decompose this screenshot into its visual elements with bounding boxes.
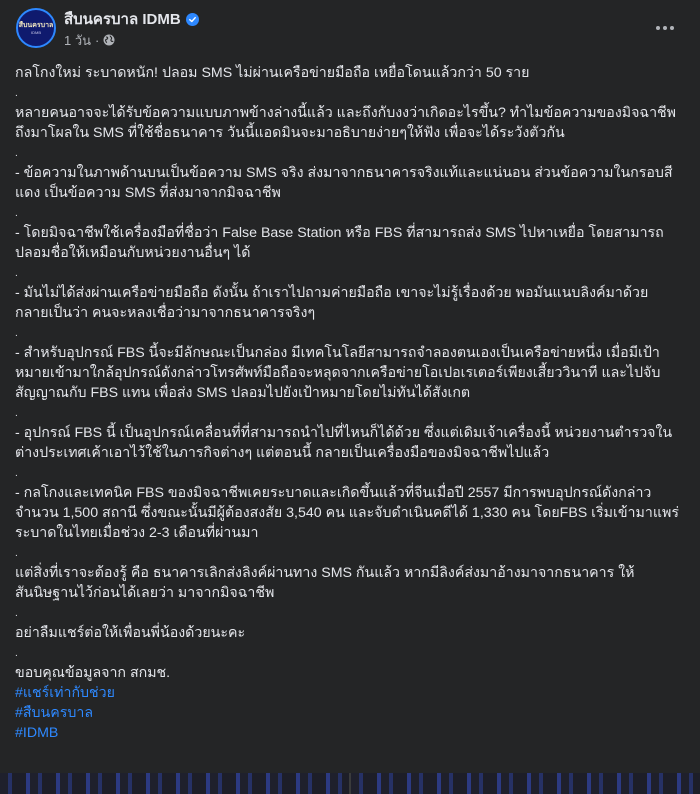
verified-check-icon xyxy=(186,13,199,26)
paragraph-spacer: . xyxy=(15,468,18,479)
post-meta xyxy=(64,32,115,48)
post-credit: ขอบคุณข้อมูลจาก สกมช. xyxy=(15,665,171,681)
post-paragraph: - สำหรับอุปกรณ์ FBS นี้จะมีลักษณะเป็นกล่อง มีเทคโนโลยีสามารถจำลองตนเองเป็นเครือข่ายหนึ่ง เมื่อมีเป้าหมายเข้ามาใกล้อุปกรณ์ดังกล่าวโทรศัพท์มือถือจะหลุดจากเครือข่ายโอเปอเรเตอร์เพียงเสี้ยววินาที และไปจับสัญญาณกับ FBS แทน เพื่อส่ง SMS ปลอมไปยังเป้าหมายโดยไม่ทันได้สังเกต xyxy=(15,345,661,401)
post-timestamp[interactable]: 1 วัน xyxy=(64,32,92,48)
page-avatar[interactable] xyxy=(16,8,56,48)
paragraph-spacer: . xyxy=(15,208,18,219)
avatar-logo-subtext: IDMB xyxy=(31,29,41,35)
post-text xyxy=(15,63,685,743)
more-horizontal-icon-dot xyxy=(656,26,660,30)
paragraph-spacer: . xyxy=(15,148,18,159)
post-paragraph: หลายคนอาจจะได้รับข้อความแบบภาพข้างล่างนี้แล้ว และถึงกับงงว่าเกิดอะไรขึ้น? ทำไมข้อความของมิจฉาชีพถึงมาโผลใน SMS ที่ใช้ชื่อธนาคาร วันนี้แอดมินจะมาอธิบายง่ายๆให้ฟัง เพื่อจะได้ระวังตัวกัน xyxy=(15,105,677,141)
post-paragraph: แต่สิ่งที่เราจะต้องรู้ คือ ธนาคารเลิกส่งลิงค์ผ่านทาง SMS กันแล้ว หากมีลิงค์ส่งมาอ้างมาจากธนาคาร ให้สันนิษฐานไว้ก่อนได้เลยว่า มาจากมิจฉาชีพ xyxy=(15,565,635,601)
post-header xyxy=(0,0,700,56)
more-horizontal-icon-dot xyxy=(670,26,674,30)
more-options-button[interactable] xyxy=(650,20,680,36)
paragraph-spacer: . xyxy=(15,268,18,279)
hashtag-link[interactable]: #สืบนครบาล xyxy=(15,705,94,721)
paragraph-spacer: . xyxy=(15,328,18,339)
post-paragraph: - อุปกรณ์ FBS นี้ เป็นอุปกรณ์เคลื่อนที่ที่สามารถนำไปที่ไหนก็ได้ด้วย ซึ่งแต่เดิมเจ้าเครื่องนี้ หน่วยงานตำรวจในต่างประเทศเค้าเอาไว้ใช้ในภารกิจต่างๆ แต่ตอนนี้ กลายเป็นเครื่องมือของมิจฉาชีพไปแล้ว xyxy=(15,425,673,461)
paragraph-spacer: . xyxy=(15,648,18,659)
post-paragraph: - กลโกงและเทคนิค FBS ของมิจฉาชีพเคยระบาดและเกิดขึ้นแล้วที่จีนเมื่อปี 2557 มีการพบอุปกรณ์ดังกล่าวจำนวน 1,500 สถานี ซึ่งขณะนั้นมีผู้ต้องสงสัย 3,540 คน และจับดำเนินคดีได้ 1,330 คน โดยFBS เริ่มเข้ามาแพร่ระบาดในไทยเมื่อช่วง 2-3 เดือนที่ผ่านมา xyxy=(15,485,679,541)
avatar-logo-text: สืบนครบาล xyxy=(18,21,54,29)
hashtag-link[interactable]: #IDMB xyxy=(15,725,59,741)
post-headline: กลโกงใหม่ ระบาดหนัก! ปลอม SMS ไม่ผ่านเครือข่ายมือถือ เหยื่อโดนแล้วกว่า 50 ราย xyxy=(15,65,530,81)
paragraph-spacer: . xyxy=(15,408,18,419)
paragraph-spacer: . xyxy=(15,548,18,559)
paragraph-spacer: . xyxy=(15,88,18,99)
post-paragraph: อย่าลืมแชร์ต่อให้เพื่อนพี่น้องด้วยนะคะ xyxy=(15,625,246,641)
attached-image-right[interactable] xyxy=(351,773,700,794)
hashtag-link[interactable]: #แชร์เท่ากับช่วย xyxy=(15,685,115,701)
meta-separator: · xyxy=(95,32,100,48)
paragraph-spacer: . xyxy=(15,608,18,619)
page-name-row xyxy=(64,9,199,29)
post-paragraph: - มันไม่ได้ส่งผ่านเครือข่ายมือถือ ดังนั้น ถ้าเราไปถามค่ายมือถือ เขาจะไม่รู้เรื่องด้วย พอมันแนบลิงค์มาด้วย กลายเป็นว่า คนจะหลงเชื่อว่ามาจากธนาคารจริงๆ xyxy=(15,285,649,321)
post-paragraph: - ข้อความในภาพด้านบนเป็นข้อความ SMS จริง ส่งมาจากธนาคารจริงแท้และแน่นอน ส่วนข้อความในกรอบสีแดง เป็นข้อความ SMS ที่ส่งมาจากมิจฉาชีพ xyxy=(15,165,673,201)
page-name-link[interactable]: สืบนครบาล IDMB xyxy=(64,11,181,28)
more-horizontal-icon-dot xyxy=(663,26,667,30)
globe-icon[interactable] xyxy=(103,34,115,46)
attached-image-preview[interactable] xyxy=(0,773,700,794)
attached-image-left[interactable] xyxy=(0,773,349,794)
post-paragraph: - โดยมิจฉาชีพใช้เครื่องมือที่ชื่อว่า False Base Station หรือ FBS ที่สามารถส่ง SMS ไปหาเหยื่อ โดยสามารถปลอมชื่อให้เหมือนกับหน่วยงานอื่นๆ ได้ xyxy=(15,225,664,261)
